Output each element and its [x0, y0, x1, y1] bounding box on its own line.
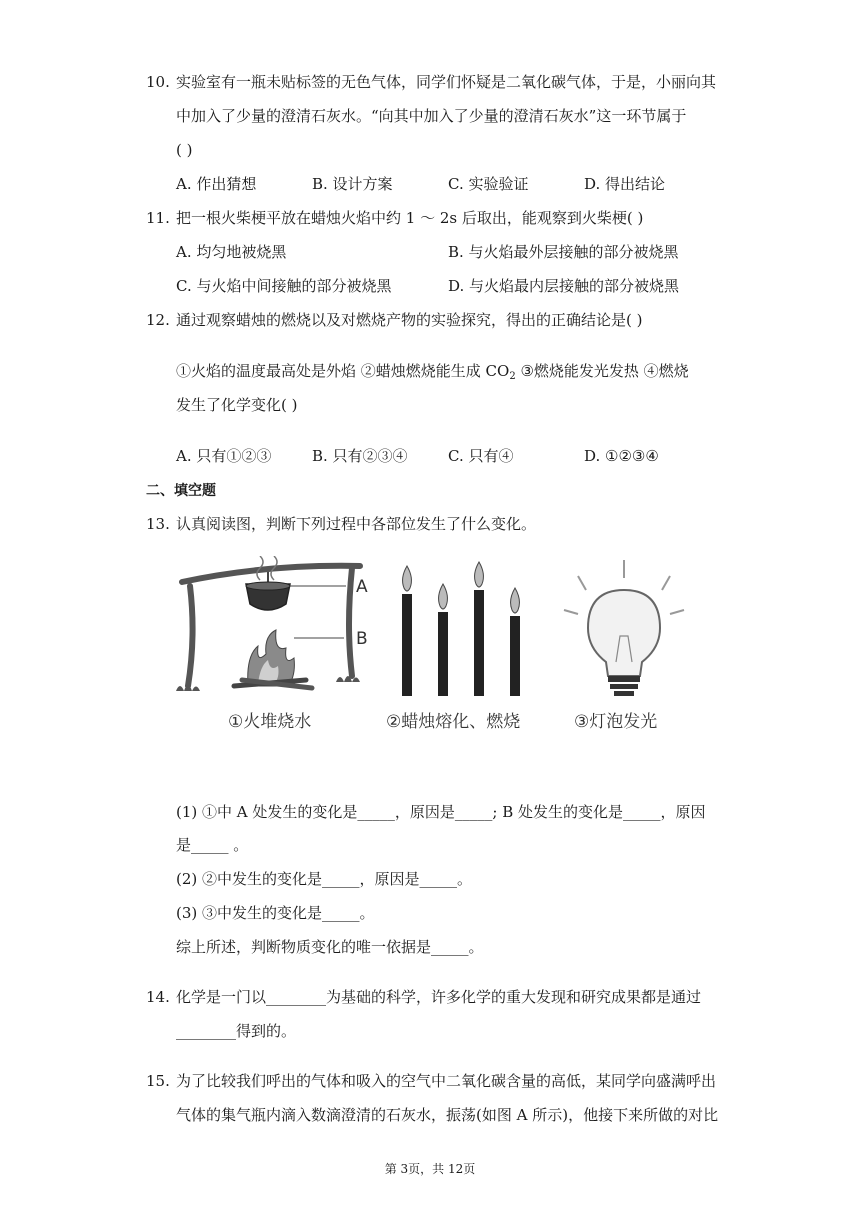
q15-number: 15. [146, 1072, 170, 1090]
q14-number: 14. [146, 988, 170, 1006]
q12-statements-part1: ①火焰的温度最高处是外焰 ②蜡烛燃烧能生成 CO [176, 362, 510, 380]
q12-number: 12. [146, 311, 170, 329]
light-bulb-illustration [564, 560, 684, 696]
q12-statements-line2: 发生了化学变化( ) [176, 396, 298, 414]
q10-option-d: D. 得出结论 [584, 175, 666, 193]
caption-campfire: ①火堆烧水 [228, 712, 312, 732]
q13-summary: 综上所述，判断物质变化的唯一依据是_____。 [176, 938, 484, 956]
q13-number: 13. [146, 515, 170, 533]
q10-option-a: A. 作出猜想 [176, 175, 257, 193]
q11-option-c: C. 与火焰中间接触的部分被烧黑 [176, 277, 392, 295]
q10-option-b: B. 设计方案 [312, 175, 393, 193]
q13-sub1-line1: (1) ①中 A 处发生的变化是_____，原因是_____; B 处发生的变化是_____，原因 [176, 803, 706, 821]
q12-option-c: C. 只有④ [448, 447, 514, 465]
campfire-illustration [176, 556, 368, 691]
q14-line2: ________得到的。 [176, 1022, 297, 1040]
section-heading-fill-in: 二、填空题 [146, 483, 216, 499]
q13-sub3: (3) ③中发生的变化是_____。 [176, 904, 375, 922]
q11-option-d: D. 与火焰最内层接触的部分被烧黑 [448, 277, 680, 295]
candles-illustration [402, 562, 520, 696]
q11-option-b: B. 与火焰最外层接触的部分被烧黑 [448, 243, 679, 261]
co2-subscript: 2 [509, 371, 516, 382]
q12-stem: 通过观察蜡烛的燃烧以及对燃烧产物的实验探究，得出的正确结论是( ) [176, 311, 643, 329]
q10-stem-line1: 实验室有一瓶未贴标签的无色气体，同学们怀疑是二氧化碳气体，于是，小丽向其 [176, 73, 717, 91]
q12-option-b: B. 只有②③④ [312, 447, 408, 465]
q13-stem: 认真阅读图，判断下列过程中各部位发生了什么变化。 [176, 515, 537, 533]
q10-number: 10. [146, 73, 170, 91]
q12-statements-part2: ③燃烧能发光发热 ④燃烧 [515, 362, 689, 380]
q13-figure [176, 556, 696, 736]
q10-stem-line3: ( ) [176, 141, 193, 159]
q12-option-a: A. 只有①②③ [176, 447, 272, 465]
q15-line1: 为了比较我们呼出的气体和吸入的空气中二氧化碳含量的高低，某同学向盛满呼出 [176, 1072, 717, 1090]
label-b: B [356, 629, 368, 649]
q14-line1: 化学是一门以________为基础的科学，许多化学的重大发现和研究成果都是通过 [176, 988, 702, 1006]
caption-candles: ②蜡烛熔化、燃烧 [386, 712, 521, 732]
q13-sub1-line2: 是_____ 。 [176, 836, 249, 854]
q15-line2: 气体的集气瓶内滴入数滴澄清的石灰水，振荡(如图 A 所示)，他接下来所做的对比 [176, 1106, 719, 1124]
label-a: A [356, 577, 368, 597]
q11-number: 11. [146, 209, 170, 227]
q10-option-c: C. 实验验证 [448, 175, 529, 193]
q12-statements-line1 [176, 361, 689, 387]
q13-sub2: (2) ②中发生的变化是_____，原因是_____。 [176, 870, 473, 888]
q11-option-a: A. 均匀地被烧黑 [176, 243, 287, 261]
page-footer: 第 3页，共 12页 [384, 1162, 476, 1176]
q11-stem: 把一根火柴梗平放在蜡烛火焰中约 1 ～ 2s 后取出，能观察到火柴梗( ) [176, 209, 644, 227]
caption-bulb: ③灯泡发光 [574, 712, 658, 732]
q10-stem-line2: 中加入了少量的澄清石灰水。“向其中加入了少量的澄清石灰水”这一环节属于 [176, 107, 687, 125]
q12-option-d: D. ①②③④ [584, 447, 659, 465]
